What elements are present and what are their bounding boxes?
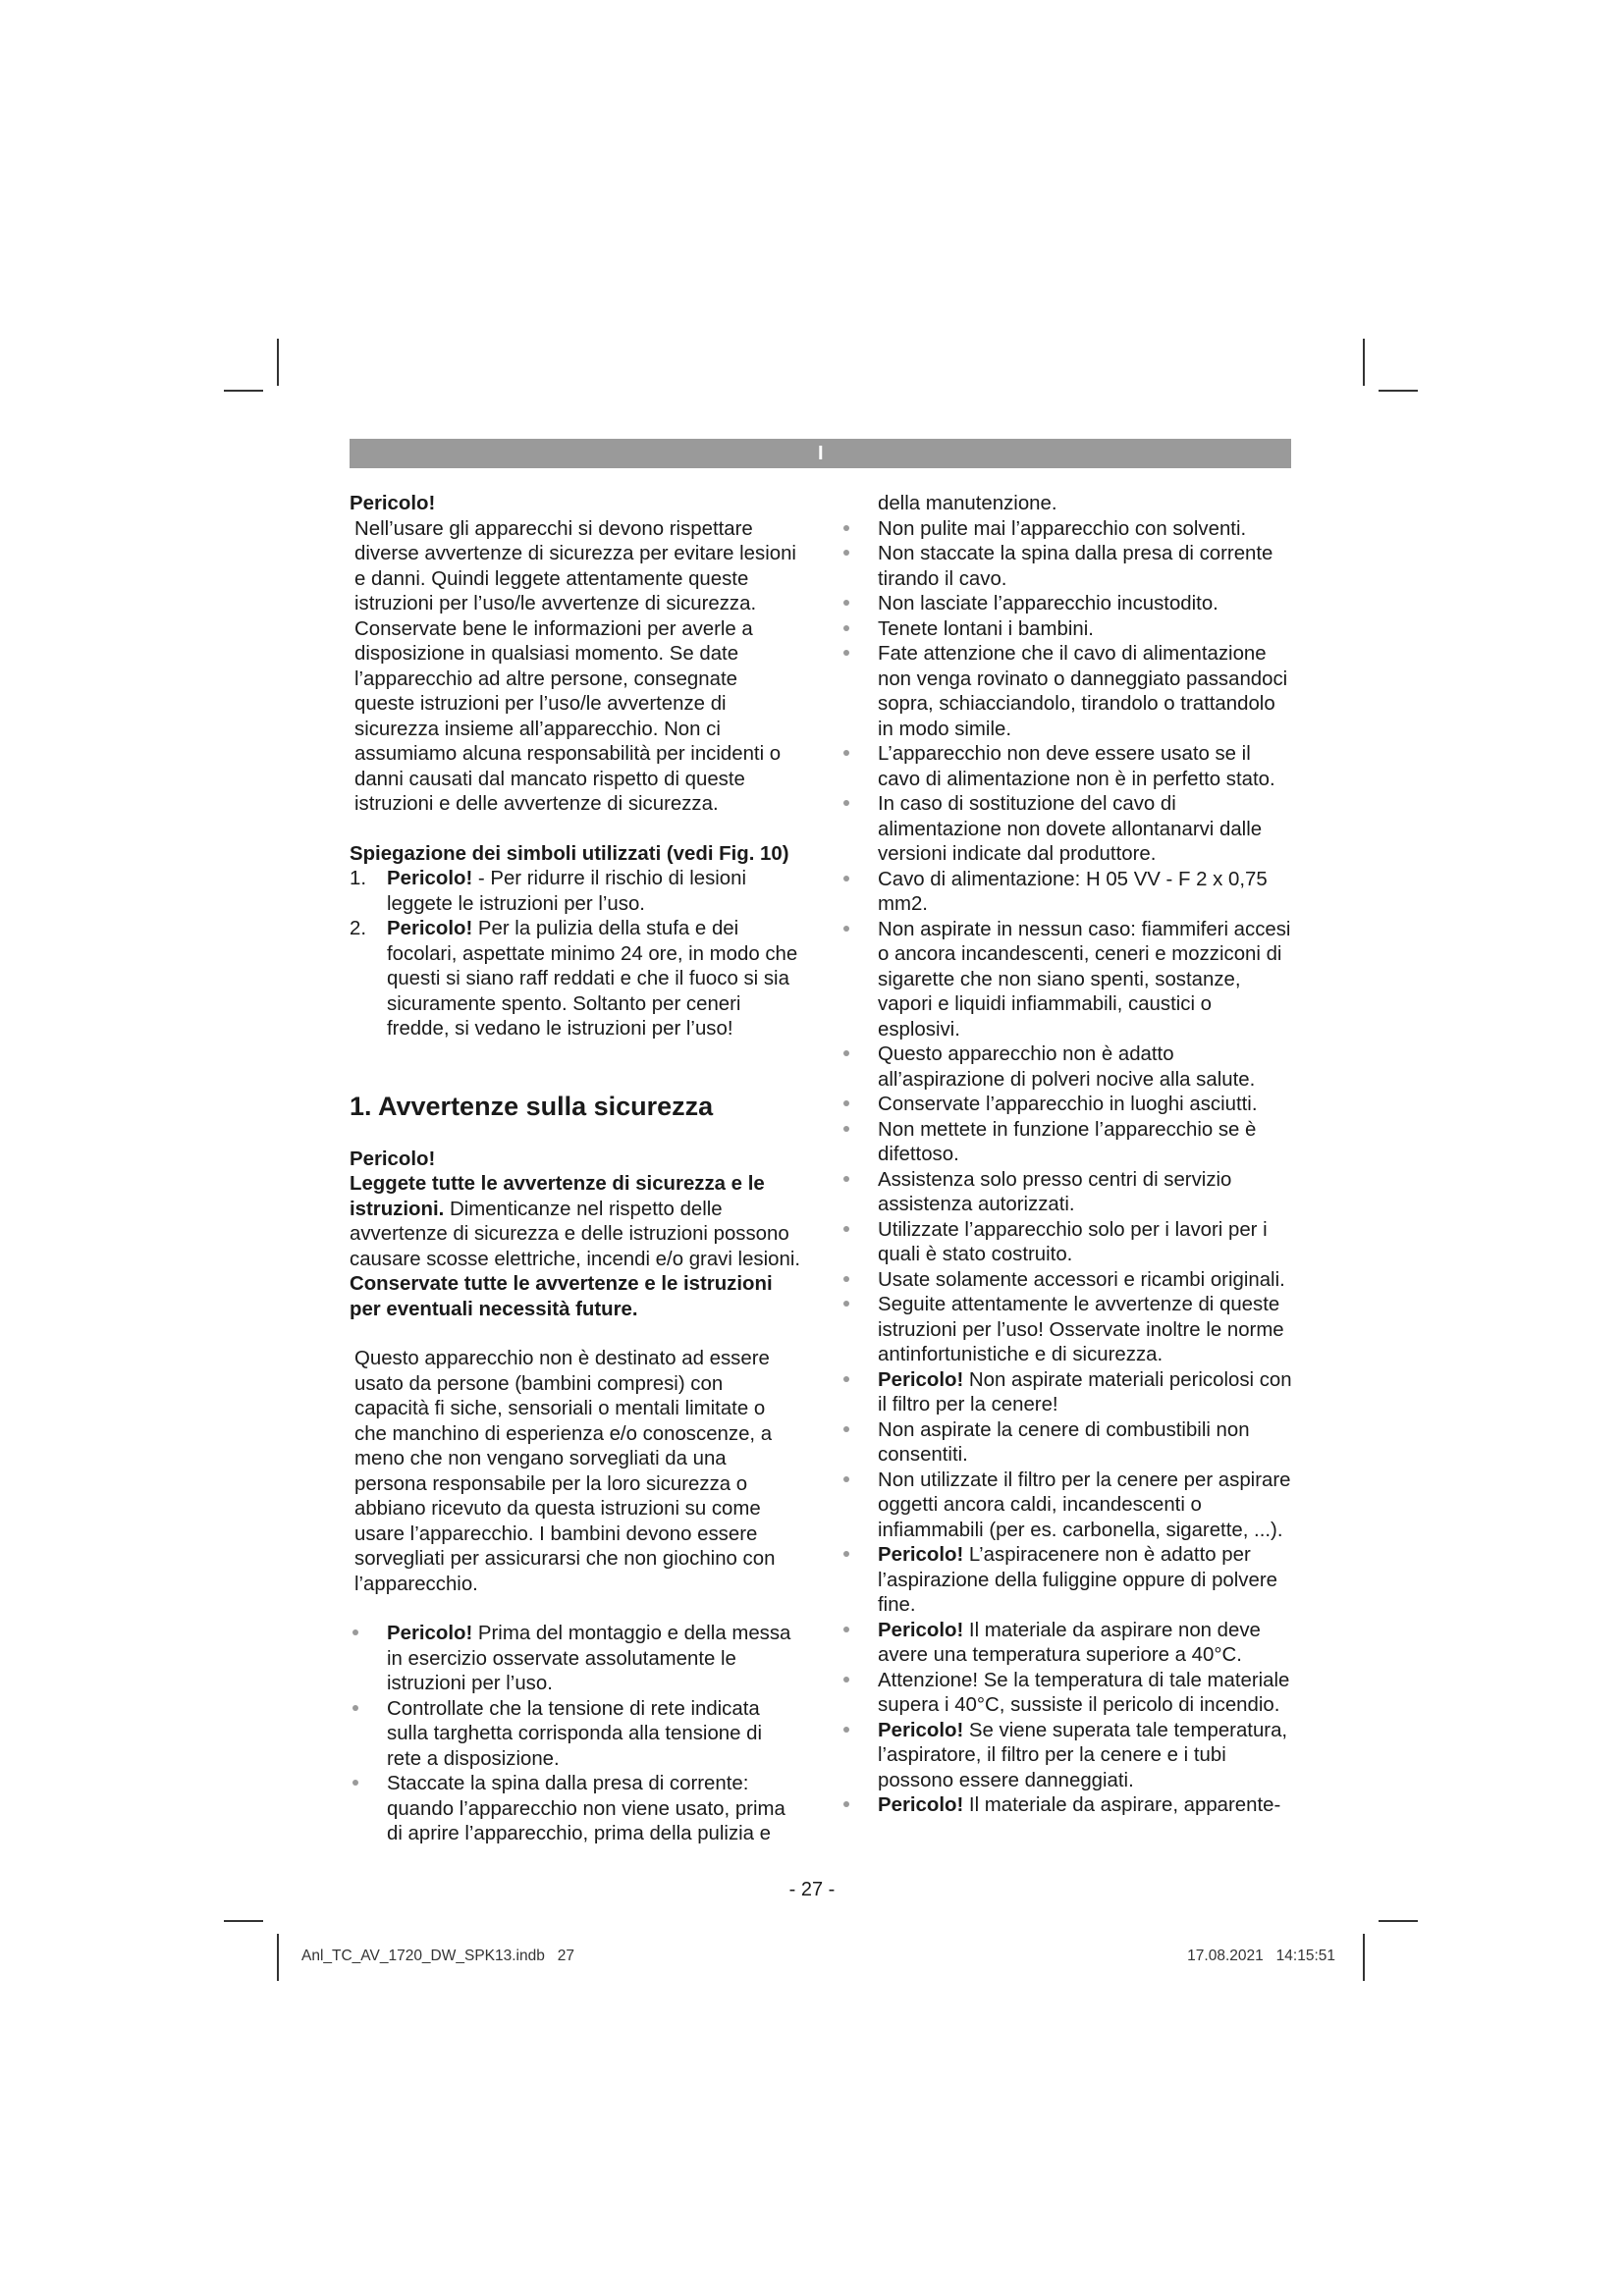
list-item: Staccate la spina dalla presa di corrente: quando l’apparecchio non viene usato, prima di aprire l’apparecchio, prima della pulizia e [350,1772,801,1847]
list-item: Seguite attentamente le avvertenze di queste istruzioni per l’uso! Osservate inoltre le norme antinfortunistiche e di sicurezza. [840,1293,1292,1368]
list-item: Utilizzate l’apparecchio solo per i lavori per i quali è stato costruito. [840,1218,1292,1268]
language-code: I [818,443,824,464]
list-item: Non staccate la spina dalla presa di corrente tirando il cavo. [840,542,1292,592]
crop-mark [277,1934,279,1981]
list-item: Conservate l’apparecchio in luoghi asciutti. [840,1093,1292,1118]
symbols-list [350,867,801,1042]
page-number: - 27 - [788,1879,836,1900]
list-item: Usate solamente accessori e ricambi originali. [840,1268,1292,1294]
list-item: Assistenza solo presso centri di servizio assistenza autorizzati. [840,1168,1292,1218]
list-item: In caso di sostituzione del cavo di alimentazione non dovete allontanarvi dalle versioni indicate dal produttore. [840,792,1292,868]
language-header-bar [350,439,1291,468]
list-item: Pericolo! Se viene superata tale temperatura, l’aspiratore, il filtro per la cenere e i tubi possono essere danneggiati. [840,1719,1292,1794]
list-item: Pericolo! Il materiale da aspirare non deve avere una temperatura superiore a 40°C. [840,1619,1292,1669]
list-item: L’apparecchio non deve essere usato se il cavo di alimentazione non è in perfetto stato. [840,742,1292,792]
list-item: 2. Pericolo! Per la pulizia della stufa e dei focolari, aspettate minimo 24 ore, in modo che questi si siano raff reddati e che il fuoco si sia sicuramente spento. Soltanto per ceneri fredde, si vedano le istruzioni per l’uso! [350,918,798,1040]
footer-file-name: Anl_TC_AV_1720_DW_SPK13.indb 27 [301,1948,575,1964]
list-item: 1. Pericolo! - Per ridurre il rischio di lesioni leggete le istruzioni per l’uso. [350,868,747,915]
list-item: Pericolo! Il materiale da aspirare, apparente- [840,1793,1292,1819]
list-item: Questo apparecchio non è adatto all’aspirazione di polveri nocive alla salute. [840,1042,1292,1093]
list-item: Pericolo! Prima del montaggio e della messa in esercizio osservate assolutamente le istruzioni per l’uso. [350,1622,801,1697]
footer-timestamp: 17.08.2021 14:15:51 [1187,1948,1335,1964]
crop-mark [1363,1934,1365,1981]
symbols-title: Spiegazione dei simboli utilizzati (vedi Fig. 10) [350,842,789,865]
continuation-text: della manutenzione. [878,493,1057,514]
keep-warning: Conservate tutte le avvertenze e le istruzioni per eventuali necessità future. [350,1273,773,1320]
crop-mark [1363,339,1365,386]
list-item: Non aspirate in nessun caso: fiammiferi accesi o ancora incandescenti, ceneri e mozziconi di sigarette che non siano spenti, sostanze, vapori e liquidi infiammabili, caustici o esplosivi. [840,918,1292,1043]
crop-mark [1379,1920,1418,1922]
crop-mark [1379,390,1418,392]
list-item: Attenzione! Se la temperatura di tale materiale supera i 40°C, sussiste il pericolo di incendio. [840,1669,1292,1719]
list-item: Tenete lontani i bambini. [840,617,1292,643]
intro-title: Pericolo! [350,493,436,514]
children-text: Questo apparecchio non è destinato ad essere usato da persone (bambini compresi) con capacità fi siche, sensoriali o mentali limitate o che manchino di esperienza e/o conoscenze, a meno che non vengano sorvegliati da una persona responsabile per la loro sicurezza o abbiano ricevuto da questa istruzioni su come usare l’apparecchio. I bambini devono essere sorvegliati per assicurarsi che non giochino con l’apparecchio. [354,1348,776,1595]
read-warning: Leggete tutte le avvertenze di sicurezza e le istruzioni. Dimenticanze nel rispetto delle avvertenze di sicurezza e delle istruzioni possono causare scosse elettriche, incendi e/o gravi lesioni. [350,1173,801,1270]
intro-text: Nell’usare gli apparecchi si devono rispettare diverse avvertenze di sicurezza per evitare lesioni e danni. Quindi leggete attentamente queste istruzioni per l’uso/le avvertenze di sicurezza. Conservate bene le informazioni per averle a disposizione in qualsiasi momento. Se date l’apparecchio ad altre persone, consegnate queste istruzioni per l’uso/le avvertenze di sicurezza insieme all’apparecchio. Non ci assumiamo alcuna responsabilità per incidenti o danni causati dal mancato rispetto di queste istruzioni e delle avvertenze di sicurezza. [354,517,796,815]
list-item: Non pulite mai l’apparecchio con solventi. [840,517,1292,543]
left-column [350,492,801,1847]
right-bullet-list [840,517,1292,1819]
crop-mark [224,1920,263,1922]
list-item: Non mettete in funzione l’apparecchio se è difettoso. [840,1118,1292,1168]
list-item: Cavo di alimentazione: H 05 VV - F 2 x 0,75 mm2. [840,868,1292,918]
section-title: 1. Avvertenze sulla sicurezza [350,1091,714,1121]
crop-mark [224,390,263,392]
left-bullet-list [350,1622,801,1847]
crop-mark [277,339,279,386]
list-item: Pericolo! Non aspirate materiali pericolosi con il filtro per la cenere! [840,1368,1292,1418]
danger-label: Pericolo! [350,1148,436,1170]
right-column [840,492,1292,1819]
list-item: Non aspirate la cenere di combustibili non consentiti. [840,1418,1292,1468]
list-item: Controllate che la tensione di rete indicata sulla targhetta corrisponda alla tensione di rete a disposizione. [350,1697,801,1773]
list-item: Pericolo! L’aspiracenere non è adatto per l’aspirazione della fuliggine oppure di polvere fine. [840,1543,1292,1619]
list-item: Fate attenzione che il cavo di alimentazione non venga rovinato o danneggiato passandoci sopra, schiacciandolo, tirandolo o trattandolo in modo simile. [840,642,1292,742]
list-item: Non lasciate l’apparecchio incustodito. [840,592,1292,617]
list-item: Non utilizzate il filtro per la cenere per aspirare oggetti ancora caldi, incandescenti o infiammabili (per es. carbonella, sigarette, ...). [840,1468,1292,1544]
